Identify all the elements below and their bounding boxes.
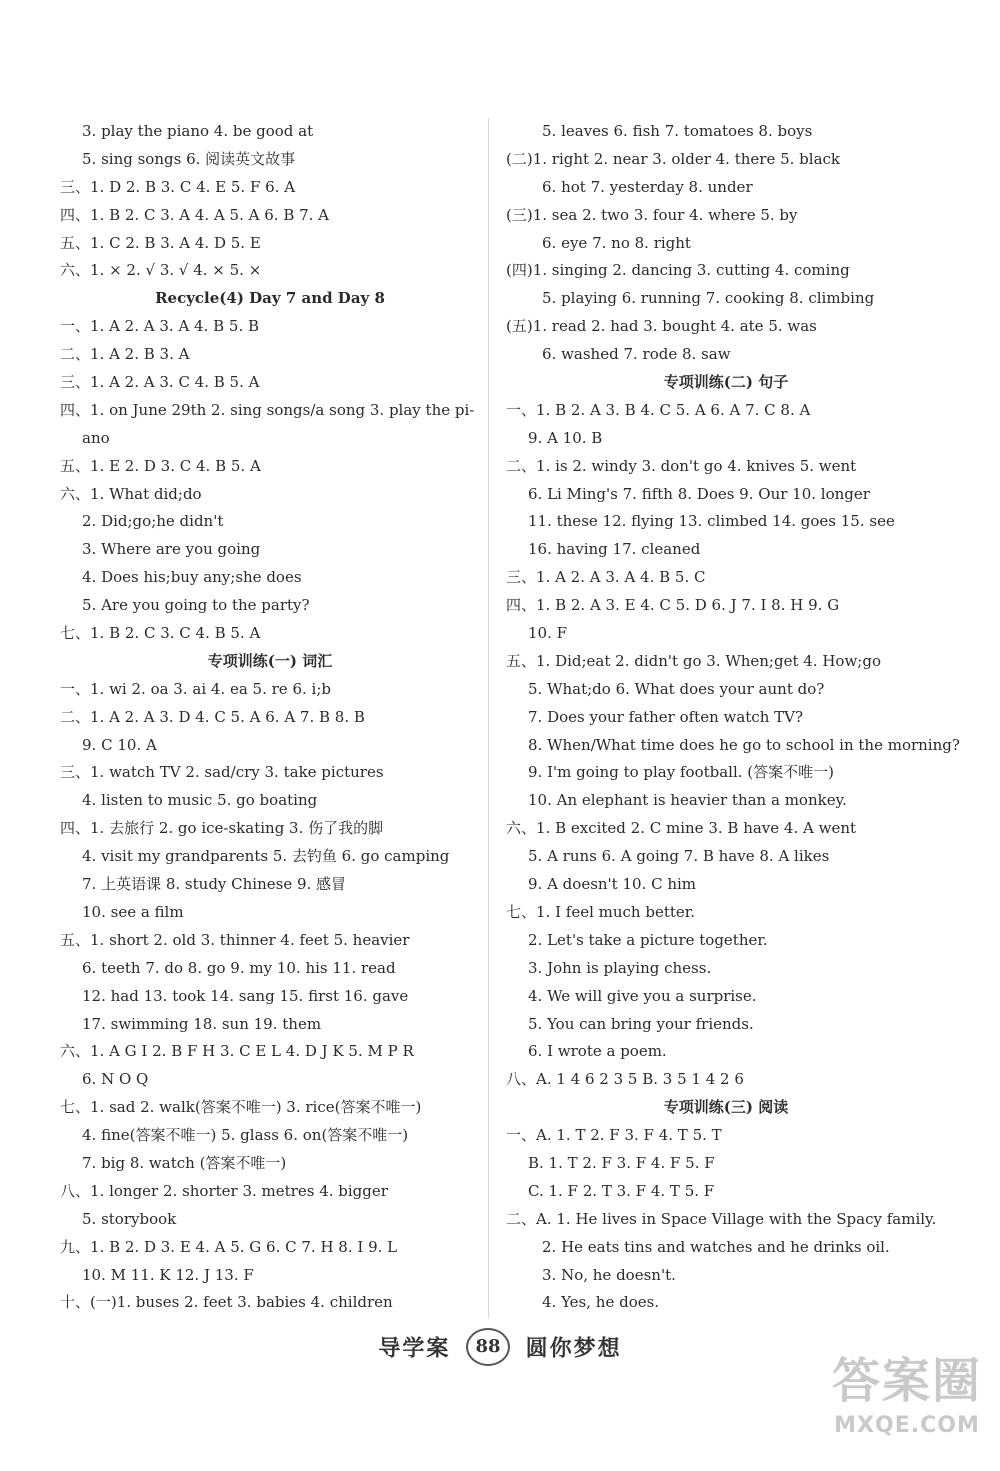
answer-line: 9. C 10. A [82,735,157,754]
answer-line: 6. hot 7. yesterday 8. under [542,177,753,196]
answer-line: 三、1. A 2. A 3. A 4. B 5. C [506,568,706,587]
answer-line: 六、1. × 2. √ 3. √ 4. × 5. × [60,261,262,280]
answer-line: 二、1. A 2. A 3. D 4. C 5. A 6. A 7. B 8. B [60,707,365,726]
answer-line: 6. washed 7. rode 8. saw [542,345,731,364]
answer-line: 5. leaves 6. fish 7. tomatoes 8. boys [542,122,813,140]
answer-line: 三、1. A 2. A 3. C 4. B 5. A [60,373,260,392]
answer-line: 五、1. E 2. D 3. C 4. B 5. A [60,456,261,475]
section-heading: 专项训练(一) 词汇 [207,651,333,670]
answer-line: 7. big 8. watch (答案不唯一) [82,1153,287,1172]
section-heading: 专项训练(二) 句子 [663,373,789,392]
answer-line: 9. A doesn't 10. C him [528,875,697,894]
answer-line: 六、1. A G I 2. B F H 3. C E L 4. D J K 5. M P R [60,1042,414,1061]
page-number: 88 [466,1328,510,1366]
answer-line: 六、1. What did;do [60,484,202,503]
answer-line: 三、1. watch TV 2. sad/cry 3. take pictures [60,763,384,782]
answer-line: 三、1. D 2. B 3. C 4. E 5. F 6. A [60,177,296,196]
answer-line: 四、1. 去旅行 2. go ice-skating 3. 伤了我的脚 [60,819,384,838]
answer-line: 一、A. 1. T 2. F 3. F 4. T 5. T [506,1126,722,1145]
answer-line: 5. Are you going to the party? [82,596,310,615]
answer-line: 五、1. C 2. B 3. A 4. D 5. E [60,233,261,252]
answer-line: 十、(一)1. buses 2. feet 3. babies 4. children [60,1293,393,1312]
answer-line: 6. eye 7. no 8. right [542,233,691,252]
answer-line: 九、1. B 2. D 3. E 4. A 5. G 6. C 7. H 8. I 9. L [60,1237,398,1256]
answer-line: 6. I wrote a poem. [528,1042,667,1061]
answer-line: 二、A. 1. He lives in Space Village with the Spacy family. [506,1209,937,1228]
answer-line: 六、1. B excited 2. C mine 3. B have 4. A went [506,819,857,838]
watermark-title: 答案圈 [832,1353,983,1409]
answer-line: 四、1. B 2. C 3. A 4. A 5. A 6. B 7. A [60,205,330,224]
answer-line: (二)1. right 2. near 3. older 4. there 5. black [506,149,841,168]
answer-line: 一、1. wi 2. oa 3. ai 4. ea 5. re 6. i;b [60,679,331,698]
answer-line: 一、1. A 2. A 3. A 4. B 5. B [60,317,260,336]
answer-line: 9. I'm going to play football. (答案不唯一) [528,763,835,782]
column-divider [488,118,489,1318]
answer-line: 4. We will give you a surprise. [528,986,757,1005]
answer-line: 3. No, he doesn't. [542,1265,676,1284]
answer-line: 10. F [528,624,568,643]
answer-line: 8. When/What time does he go to school in the morning? [528,735,960,754]
answer-line: 一、1. B 2. A 3. B 4. C 5. A 6. A 7. C 8. A [506,400,811,419]
answer-line: 4. visit my grandparents 5. 去钓鱼 6. go camping [82,847,450,866]
answer-line: 6. Li Ming's 7. fifth 8. Does 9. Our 10. longer [528,484,870,503]
answer-line: 5. playing 6. running 7. cooking 8. climbing [542,289,875,308]
answer-line: 17. swimming 18. sun 19. them [82,1014,322,1033]
watermark-logo [832,1349,982,1459]
answer-line: 2. Let's take a picture together. [528,930,768,949]
answer-line: 12. had 13. took 14. sang 15. first 16. gave [82,986,409,1005]
section-heading: 专项训练(三) 阅读 [663,1098,789,1117]
answer-line: 10. M 11. K 12. J 13. F [82,1265,254,1284]
answer-line: 七、1. B 2. C 3. C 4. B 5. A [60,624,261,643]
answer-line: 3. play the piano 4. be good at [82,122,314,140]
answer-line: 5. You can bring your friends. [528,1014,754,1033]
section-heading: Recycle(4) Day 7 and Day 8 [155,289,385,308]
answer-line: 二、1. is 2. windy 3. don't go 4. knives 5. went [506,456,857,475]
footer-left-text: 导学案 [378,1335,451,1362]
answer-line: 7. Does your father often watch TV? [528,707,804,726]
answer-line: B. 1. T 2. F 3. F 4. F 5. F [528,1153,715,1172]
answer-line: 二、1. A 2. B 3. A [60,345,190,364]
answer-line: ano [82,428,110,447]
answer-line: 五、1. Did;eat 2. didn't go 3. When;get 4. How;go [506,651,881,670]
answer-line: 5. A runs 6. A going 7. B have 8. A likes [528,847,830,866]
answer-line: 四、1. on June 29th 2. sing songs/a song 3. play the pi- [60,400,475,419]
answer-line: 4. Yes, he does. [542,1293,660,1312]
answer-line: 2. He eats tins and watches and he drinks oil. [542,1237,890,1256]
answer-line: 7. 上英语课 8. study Chinese 9. 感冒 [82,875,347,894]
answer-line: (五)1. read 2. had 3. bought 4. ate 5. was [506,317,817,336]
answer-line: 11. these 12. flying 13. climbed 14. goes 15. see [528,512,895,531]
answer-line: 5. sing songs 6. 阅读英文故事 [82,149,296,168]
answer-line: (三)1. sea 2. two 3. four 4. where 5. by [506,205,798,224]
answer-line: 四、1. B 2. A 3. E 4. C 5. D 6. J 7. I 8. H 9. G [506,596,840,615]
answer-line: 3. Where are you going [82,540,261,559]
answer-line: 10. An elephant is heavier than a monkey. [528,791,847,810]
answer-line: 6. N O Q [82,1070,149,1089]
answer-line: 5. storybook [82,1209,177,1228]
answer-line: 10. see a film [82,902,184,921]
answer-line: 五、1. short 2. old 3. thinner 4. feet 5. heavier [60,930,410,949]
answer-line: 4. listen to music 5. go boating [82,791,318,810]
answer-line: (四)1. singing 2. dancing 3. cutting 4. coming [506,261,850,280]
right-answer-column [506,118,960,1317]
answer-line: 3. John is playing chess. [528,958,712,977]
answer-line: 八、A. 1 4 6 2 3 5 B. 3 5 1 4 2 6 [506,1070,744,1089]
answer-line: 4. fine(答案不唯一) 5. glass 6. on(答案不唯一) [82,1126,409,1145]
answer-line: 2. Did;go;he didn't [82,512,224,531]
footer-right-text: 圆你梦想 [525,1335,622,1362]
answer-line: 6. teeth 7. do 8. go 9. my 10. his 11. read [82,958,396,977]
answer-line: 16. having 17. cleaned [528,540,701,559]
watermark-url: MXQE.COM [834,1413,980,1438]
answer-line: 9. A 10. B [528,428,603,447]
answer-line: 七、1. sad 2. walk(答案不唯一) 3. rice(答案不唯一) [60,1098,422,1117]
answer-line: C. 1. F 2. T 3. F 4. T 5. F [528,1181,715,1200]
answer-line: 4. Does his;buy any;she does [82,568,302,587]
answer-line: 七、1. I feel much better. [506,902,696,921]
left-answer-column [60,118,480,1317]
answer-line: 八、1. longer 2. shorter 3. metres 4. bigger [60,1181,388,1200]
answer-line: 5. What;do 6. What does your aunt do? [528,679,825,698]
